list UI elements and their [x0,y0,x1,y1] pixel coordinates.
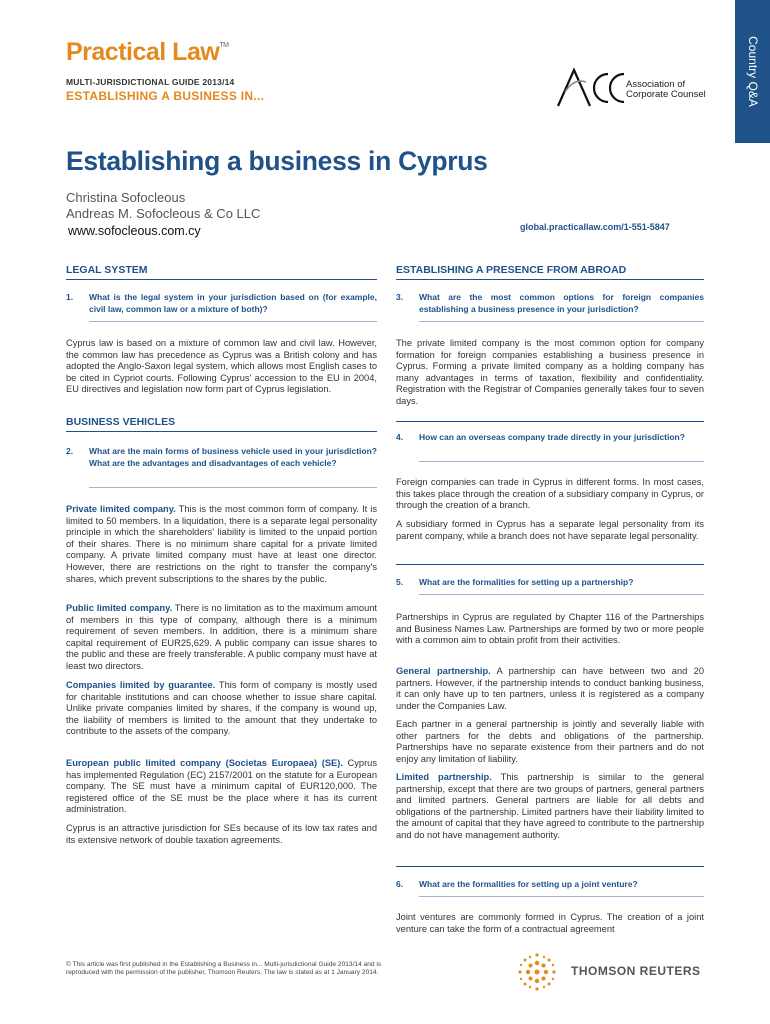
divider [66,431,377,432]
divider [396,564,704,565]
thomson-reuters-dots-icon [515,952,559,992]
question-2: What are the main forms of business vehicle used in your jurisdiction? What are the advantages and disadvantages of each vehicle? [89,446,377,468]
section-presence-abroad: ESTABLISHING A PRESENCE FROM ABROAD [396,264,627,276]
thomson-reuters-logo [515,952,710,992]
divider [66,279,377,280]
author-name: Christina Sofocleous [66,190,186,205]
acc-logo [552,66,712,108]
question-number: 3. [396,292,404,302]
question-number: 4. [396,432,404,442]
answer-2-se-note: Cyprus is an attractive jurisdiction for SEs because of its low tax rates and its extensive network of double taxation agreements. [66,823,377,845]
divider [89,487,377,488]
question-1: What is the legal system in your jurisdiction based on (for example, civil law, common law or a mixture of both)? [89,292,377,314]
section-legal-system: LEGAL SYSTEM [66,264,148,276]
question-6: What are the formalities for setting up a joint venture? [419,879,638,889]
divider [396,866,704,867]
answer-2-private: Private limited company. This is the most common form of company. It is limited to 50 members. In a liquidation, there is a separate legal personality principle in which the shareholders' liability is limited to the unpaid portion of their shares. There is no minimum share capital for a private limited company. A private limited company must have at least one director. However, there are restrictions on the right to transfer the company's shares, which prevent subscriptions to the shares by the public. [66,504,377,584]
series-title: ESTABLISHING A BUSINESS IN... [66,89,265,103]
country-qa-tab [735,0,770,143]
answer-4b: A subsidiary formed in Cyprus has a separate legal personality from its parent company, while a branch does not have separate legal personality. [396,519,704,541]
guide-label: MULTI-JURISDICTIONAL GUIDE 2013/14 [66,77,235,87]
question-5: What are the formalities for setting up a partnership? [419,577,634,587]
question-number: 6. [396,879,404,889]
divider [89,321,377,322]
divider [419,594,704,595]
divider [396,421,704,422]
thomson-reuters-wordmark: THOMSON REUTERS [571,964,701,978]
answer-5c: Each partner in a general partnership is jointly and severally liable with other partners for the debts and obligations of the partnership. Partnerships have no separate existence from their partners and do not enjoy any limitation of liability. [396,719,704,764]
country-qa-label: Country Q&A [746,36,760,107]
divider [419,896,704,897]
copyright-footnote: © This article was first published in the Establishing a Business in... Multi-jurisdictional Guide 2013/14 and is reproduced with the permission of the publisher, Thomson Reuters. The law is stated as at 1 January 2014. [66,961,382,977]
divider [419,321,704,322]
answer-5-limited: Limited partnership. This partnership is similar to the general partnership, except that there are two groups of partners, general partners and limited partners. General partners are liable for all debts and obligations of the partnership. Limited partners have their liability limited to the amount of capital that they have agreed to contribute to the partnership and do not have management authority. [396,772,704,840]
answer-1: Cyprus law is based on a mixture of common law and civil law. However, the common law has precedence as Cyprus was a British colony and has adopted the Anglo-Saxon legal system, which allows most English cases to be cited in Cypriot courts. Following Cyprus' accession to the EU in 2004, EU directives and legislation now form part of Cyprus legislation. [66,338,377,395]
question-3: What are the most common options for foreign companies establishing a business presence in your jurisdiction? [419,292,704,314]
answer-5a: Partnerships in Cyprus are regulated by Chapter 116 of the Partnerships and Business Names Law. Partnerships are formed by two or more people with a common aim to obtain profit from their activities. [396,612,704,646]
divider [419,461,704,462]
answer-2-se: European public limited company (Societas Europaea) (SE). Cyprus has implemented Regulation (EC) 2157/2001 on the statute for a European company. The SE must have a minimum capital of EUR120,000. The registered office of the SE must be the place where it has its current administration. [66,758,378,815]
answer-4a: Foreign companies can trade in Cyprus in different forms. In most cases, this takes place through the creation of a subsidiary company in Cyprus, or through the creation of a branch. [396,477,704,511]
practical-law-logo: Practical Law™ [66,38,229,66]
author-firm: Andreas M. Sofocleous & Co LLC [66,206,261,221]
reference-link[interactable]: global.practicallaw.com/1-551-5847 [520,222,670,232]
section-business-vehicles: BUSINESS VEHICLES [66,416,176,428]
answer-3: The private limited company is the most common option for company formation for foreign companies establishing a business presence in Cyprus. Forming a private limited company as a holding company has many advantages in terms of taxation, flexibility and confidentiality. Registration with the Registrar of Companies generally takes four to seven days. [396,338,704,406]
question-4: How can an overseas company trade directly in your jurisdiction? [419,432,685,442]
answer-2-guarantee: Companies limited by guarantee. This form of company is mostly used for charitable institutions and can choose whether to issue share capital. Unlike private companies limited by shares, if the company is wound up, the liability of members is limited to the amount that they undertake to contribute to the assets of the company. [66,680,377,737]
acc-name: Association of Corporate Counsel [626,79,706,100]
question-number: 5. [396,577,404,587]
firm-website-link[interactable]: www.sofocleous.com.cy [68,224,201,238]
page-title: Establishing a business in Cyprus [66,146,488,176]
acc-logo-mark [552,66,624,108]
answer-6: Joint ventures are commonly formed in Cyprus. The creation of a joint venture can take the form of a contractual agreement [396,912,704,934]
answer-5-general: General partnership. A partnership can have between two and 20 partners. However, if the partnership intends to conduct banking business, it can only have up to ten partners, unless it is registered as a company under the Companies Law. [396,666,705,711]
divider [396,279,704,280]
question-number: 2. [66,446,74,456]
answer-2-public: Public limited company. There is no limitation as to the maximum amount of members in this type of company, although there is a minimum requirement of seven members. In addition, there is a minimum share capital requirement of EUR25,629. A public company can issue shares to the public and these are freely transferable. A public company must have at least two directors. [66,603,377,671]
question-number: 1. [66,292,74,302]
